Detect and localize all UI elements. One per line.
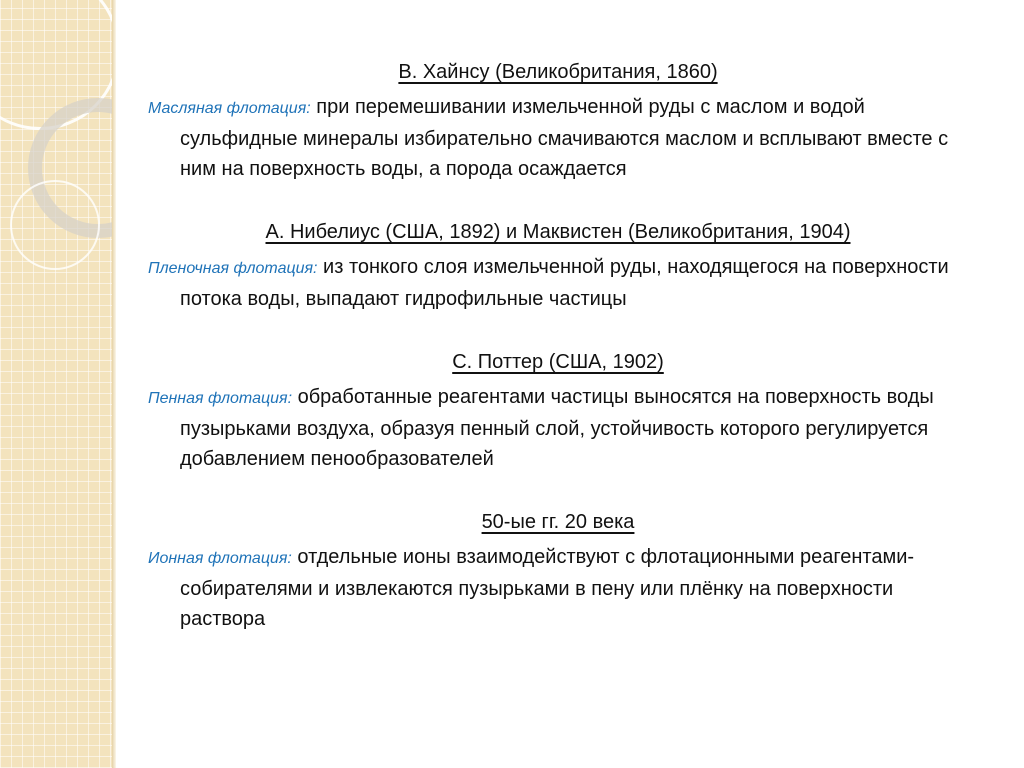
- section-paragraph: [148, 92, 968, 184]
- side-panel-edge: [112, 0, 116, 768]
- section-text: обработанные реагентами частицы выносятся на поверхность воды пузырьками воздуха, образуя пенный слой, устойчивость которого регулируется добавлением пенообразователей: [180, 386, 934, 470]
- section-paragraph: [148, 542, 968, 634]
- section-heading: 50-ые гг. 20 века: [481, 511, 635, 533]
- slide-content: [148, 58, 968, 634]
- section-term: Пленочная флотация:: [148, 260, 318, 277]
- section-text: при перемешивании измельченной руды с маслом и водой сульфидные минералы избирательно смачиваются маслом и всплывают вместе с ним на поверхность воды, а порода осаждается: [180, 96, 949, 180]
- section-term: Ионная флотация:: [148, 550, 292, 567]
- decorative-side-panel: [0, 0, 112, 768]
- section-term: Масляная флотация:: [148, 100, 311, 117]
- section-heading: В. Хайнсу (Великобритания, 1860): [398, 61, 718, 83]
- section-oil-flotation: [148, 58, 968, 184]
- section-text: отдельные ионы взаимодействуют с флотационными реагентами-собирателями и извлекаются пузырьками в пену или плёнку на поверхности раствора: [180, 546, 915, 630]
- section-heading: А. Нибелиус (США, 1892) и Маквистен (Великобритания, 1904): [265, 221, 851, 243]
- section-heading: С. Поттер (США, 1902): [452, 351, 664, 373]
- section-text: из тонкого слоя измельченной руды, находящегося на поверхности потока воды, выпадают гидрофильные частицы: [180, 256, 949, 310]
- decorative-ring-icon: [10, 180, 100, 270]
- section-film-flotation: [148, 218, 968, 314]
- section-paragraph: [148, 382, 968, 474]
- section-froth-flotation: [148, 348, 968, 474]
- section-term: Пенная флотация:: [148, 390, 293, 407]
- section-ion-flotation: [148, 508, 968, 634]
- section-paragraph: [148, 252, 968, 314]
